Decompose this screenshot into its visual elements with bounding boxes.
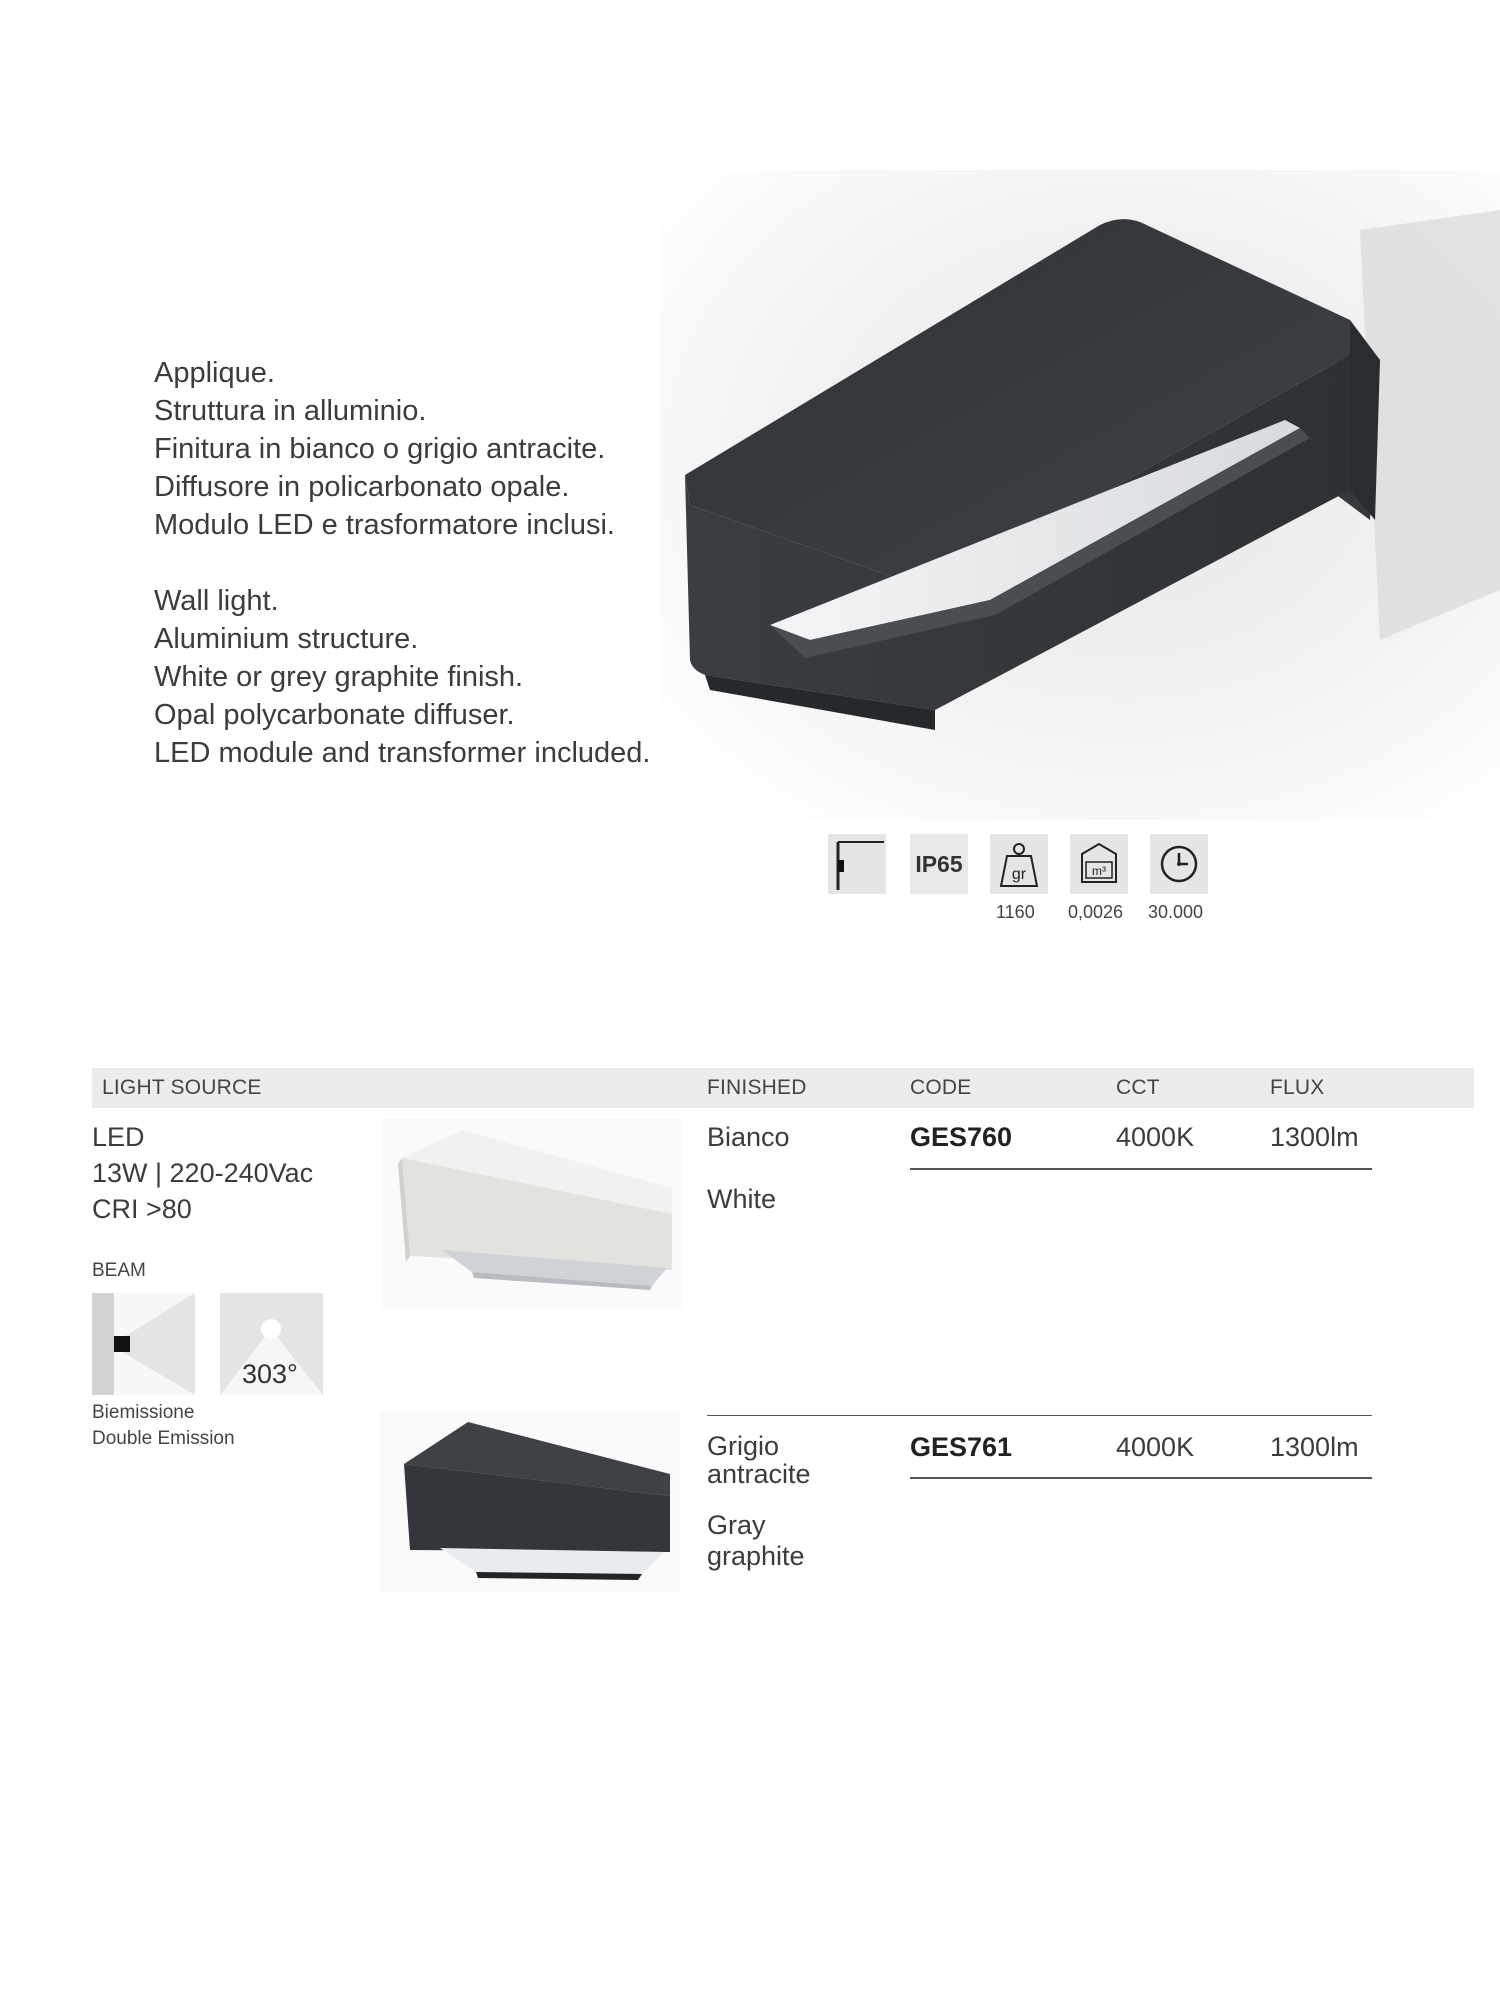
volume-icon-label: m³ xyxy=(1092,864,1106,878)
emission-label-en: Double Emission xyxy=(92,1428,235,1449)
row1-finish-en: White xyxy=(707,1184,777,1214)
lifetime-value: 30.000 xyxy=(1148,902,1204,922)
row1-finish-it: Bianco xyxy=(707,1122,790,1152)
ip-rating-badge: IP65 xyxy=(910,834,968,894)
beam-angle-icon xyxy=(220,1293,323,1395)
volume-icon xyxy=(1070,834,1128,894)
row1-divider xyxy=(910,1168,1372,1170)
row2-finish-en: Gray graphite xyxy=(707,1510,805,1571)
volume-value: 0,0026 xyxy=(1068,902,1124,922)
row2-code: GES761 xyxy=(910,1432,1013,1462)
light-source-power: 13W | 220-240Vac xyxy=(92,1158,314,1188)
product-hero-image xyxy=(660,170,1500,820)
emission-label-it: Biemissione xyxy=(92,1402,195,1423)
row2-divider xyxy=(910,1477,1372,1479)
weight-icon-label: gr xyxy=(1011,866,1027,883)
row1-flux: 1300lm xyxy=(1270,1122,1359,1152)
white-finish-thumbnail xyxy=(382,1118,682,1308)
description-line: Finitura in bianco o grigio antracite. xyxy=(154,433,606,465)
description-line: Wall light. xyxy=(154,585,279,617)
description-line: LED module and transformer included. xyxy=(154,737,651,769)
row1-cct: 4000K xyxy=(1116,1122,1195,1152)
description-line: Struttura in alluminio. xyxy=(154,395,427,427)
double-emission-icon xyxy=(92,1293,195,1395)
lifetime-clock-icon xyxy=(1150,834,1208,894)
description-italian xyxy=(154,354,615,544)
row2-flux: 1300lm xyxy=(1270,1432,1359,1462)
light-source-type: LED xyxy=(92,1122,145,1152)
description-line: Modulo LED e trasformatore inclusi. xyxy=(154,509,615,541)
description-line: White or grey graphite finish. xyxy=(154,661,524,693)
description-english xyxy=(154,582,650,772)
description-line: Opal polycarbonate diffuser. xyxy=(154,699,515,731)
beam-angle-value: 303° xyxy=(242,1359,298,1389)
header-cct: CCT xyxy=(1116,1076,1160,1099)
header-light-source: LIGHT SOURCE xyxy=(102,1076,262,1099)
description-line: Applique. xyxy=(154,357,275,389)
description-line: Diffusore in policarbonato opale. xyxy=(154,471,570,503)
beam-label: BEAM xyxy=(92,1260,146,1281)
row-separator xyxy=(707,1415,1372,1416)
weight-value: 1160 xyxy=(996,902,1035,922)
description-line: Aluminium structure. xyxy=(154,623,419,655)
row2-finish-it: Grigio antracite xyxy=(707,1431,811,1489)
weight-icon xyxy=(990,834,1048,894)
header-finished: FINISHED xyxy=(707,1076,807,1099)
graphite-finish-thumbnail xyxy=(380,1412,680,1592)
header-code: CODE xyxy=(910,1076,972,1099)
row1-code: GES760 xyxy=(910,1122,1013,1152)
header-flux: FLUX xyxy=(1270,1076,1325,1099)
wall-mount-icon xyxy=(828,834,886,894)
light-source-cri: CRI >80 xyxy=(92,1194,192,1224)
row2-cct: 4000K xyxy=(1116,1432,1195,1462)
